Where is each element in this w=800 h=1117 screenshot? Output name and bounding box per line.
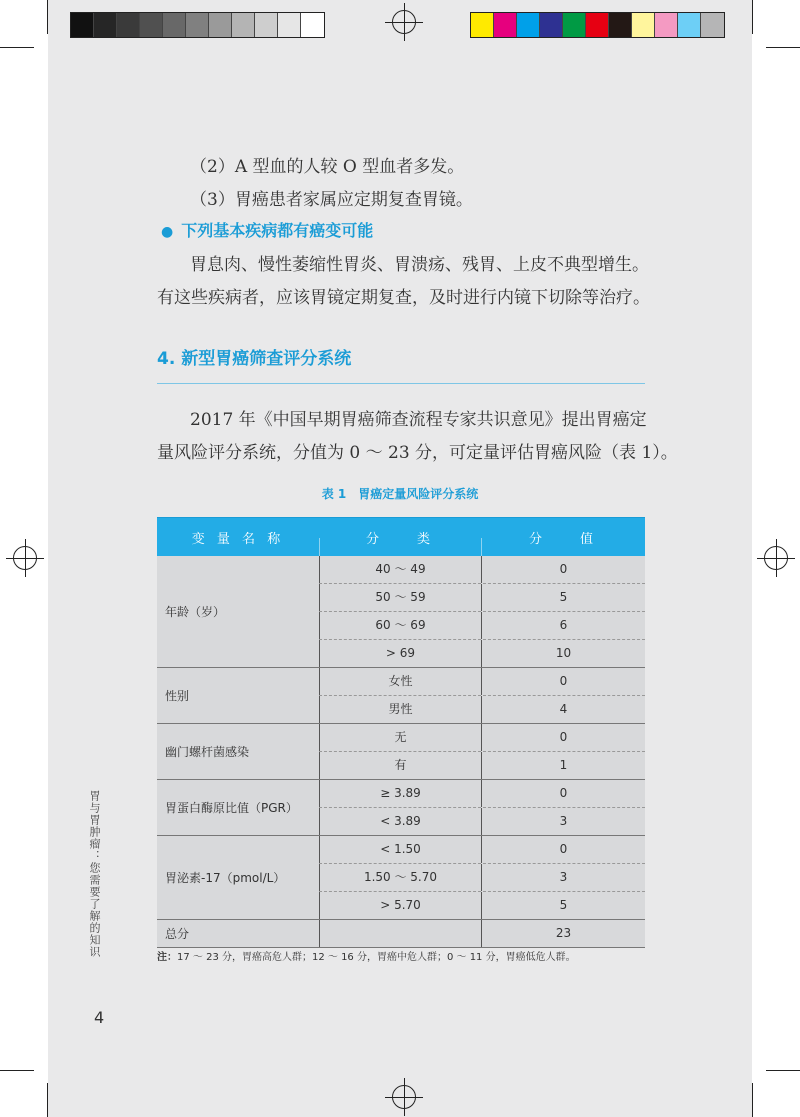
registration-mark-right [764, 546, 788, 570]
category-cell: > 5.70 [319, 892, 481, 919]
score-cell: 10 [481, 640, 645, 667]
paragraph-blood-type: （2）A 型血的人较 O 型血者多发。 [190, 157, 465, 177]
color-swatch [117, 13, 140, 37]
section-divider [157, 383, 645, 384]
crop-mark [0, 47, 34, 48]
color-swatch [494, 13, 517, 37]
registration-mark-left [13, 546, 37, 570]
color-swatch [209, 13, 232, 37]
color-swatch [278, 13, 301, 37]
table-row [319, 668, 645, 696]
bullet-heading [161, 218, 373, 241]
crop-mark [47, 1083, 48, 1117]
table-row [319, 556, 645, 584]
score-cell: 0 [481, 836, 645, 863]
score-cell: 5 [481, 892, 645, 919]
color-swatch [232, 13, 255, 37]
table-row [319, 640, 645, 667]
variable-name: 胃蛋白酶原比值（PGR） [165, 801, 298, 815]
paragraph-consensus-line1: 2017 年《中国早期胃癌筛查流程专家共识意见》提出胃癌定 [190, 410, 647, 430]
registration-mark-bottom [392, 1085, 416, 1109]
table-note [157, 948, 576, 963]
paragraph-diseases-line1: 胃息肉、慢性萎缩性胃炎、胃溃疡、残胃、上皮不典型增生。 [190, 255, 649, 275]
crop-mark [0, 1070, 34, 1071]
risk-score-table [157, 517, 645, 948]
category-cell: 男性 [319, 696, 481, 723]
paragraph-diseases-line2: 有这些疾病者，应该胃镜定期复查，及时进行内镜下切除等治疗。 [157, 288, 650, 308]
color-swatch [632, 13, 655, 37]
color-swatch [517, 13, 540, 37]
color-swatch [609, 13, 632, 37]
color-swatch [71, 13, 94, 37]
color-swatch [586, 13, 609, 37]
variable-name: 幽门螺杆菌感染 [165, 745, 250, 759]
variable-name: 性别 [165, 689, 190, 703]
table-row [319, 780, 645, 808]
page-number: 4 [94, 1008, 105, 1027]
table-group [157, 724, 645, 780]
section-heading: 4. 新型胃癌筛查评分系统 [157, 349, 352, 369]
color-swatch [701, 13, 724, 37]
header-score-label: 分 值 [528, 531, 597, 547]
table-body [157, 556, 645, 948]
color-swatch [655, 13, 678, 37]
crop-mark [752, 1083, 753, 1117]
category-cell: 1.50 ～ 5.70 [319, 864, 481, 891]
table-row [319, 584, 645, 612]
color-swatch [186, 13, 209, 37]
variable-name: 年龄（岁） [165, 605, 226, 619]
score-cell: 0 [481, 668, 645, 695]
score-cell: 4 [481, 696, 645, 723]
table-group [157, 668, 645, 724]
score-cell: 23 [481, 920, 645, 947]
color-swatch [140, 13, 163, 37]
category-cell: 60 ～ 69 [319, 612, 481, 639]
category-cell [319, 920, 481, 947]
variable-name: 总分 [165, 927, 190, 941]
category-cell: 女性 [319, 668, 481, 695]
gray-calibration-bar [70, 12, 325, 38]
crop-mark [766, 47, 800, 48]
table-group [157, 920, 645, 948]
table-title: 表 1 胃癌定量风险评分系统 [321, 487, 479, 501]
table-row [319, 836, 645, 864]
table-note-label: 注： [157, 952, 177, 963]
category-cell: < 1.50 [319, 836, 481, 863]
table-group [157, 556, 645, 668]
header-score [481, 528, 645, 547]
header-category-label: 分 类 [365, 531, 434, 547]
color-swatch [678, 13, 701, 37]
bullet-heading-text: 下列基本疾病都有癌变可能 [181, 221, 374, 240]
side-book-title: 胃与胃肿瘤：您需要了解的知识 [88, 790, 101, 958]
category-cell: 40 ～ 49 [319, 556, 481, 583]
category-cell: 50 ～ 59 [319, 584, 481, 611]
header-variable: 变 量 名 称 [191, 531, 285, 547]
score-cell: 6 [481, 612, 645, 639]
crop-mark [766, 1070, 800, 1071]
score-cell: 3 [481, 864, 645, 891]
table-row [319, 612, 645, 640]
table-group [157, 780, 645, 836]
paragraph-family-check: （3）胃癌患者家属应定期复查胃镜。 [190, 190, 473, 210]
table-note-text: 17 ～ 23 分，胃癌高危人群；12 ～ 16 分，胃癌中危人群；0 ～ 11 分，胃癌低危人群。 [177, 952, 576, 963]
category-cell: 无 [319, 724, 481, 751]
color-swatch [563, 13, 586, 37]
color-swatch [540, 13, 563, 37]
table-row [319, 920, 645, 947]
table-row [319, 892, 645, 919]
table-row [319, 864, 645, 892]
table-header [157, 517, 645, 556]
variable-name: 胃泌素-17（pmol/L） [165, 871, 286, 885]
crop-mark [752, 0, 753, 34]
category-cell: 有 [319, 752, 481, 779]
crop-mark [47, 0, 48, 34]
bullet-dot-icon: ● [161, 224, 174, 240]
score-cell: 1 [481, 752, 645, 779]
category-cell: ≥ 3.89 [319, 780, 481, 807]
table-row [319, 696, 645, 723]
score-cell: 5 [481, 584, 645, 611]
registration-mark-top [392, 10, 416, 34]
color-swatch [255, 13, 278, 37]
color-swatch [163, 13, 186, 37]
color-swatch [94, 13, 117, 37]
score-cell: 0 [481, 724, 645, 751]
table-row [319, 808, 645, 835]
table-group [157, 836, 645, 920]
score-cell: 3 [481, 808, 645, 835]
color-swatch [301, 13, 324, 37]
category-cell: > 69 [319, 640, 481, 667]
table-row [319, 752, 645, 779]
table-row [319, 724, 645, 752]
color-swatch [471, 13, 494, 37]
color-calibration-bar [470, 12, 725, 38]
score-cell: 0 [481, 780, 645, 807]
score-cell: 0 [481, 556, 645, 583]
paragraph-consensus-line2: 量风险评分系统，分值为 0 ～ 23 分，可定量评估胃癌风险（表 1）。 [157, 443, 678, 463]
header-category [319, 528, 481, 547]
category-cell: < 3.89 [319, 808, 481, 835]
